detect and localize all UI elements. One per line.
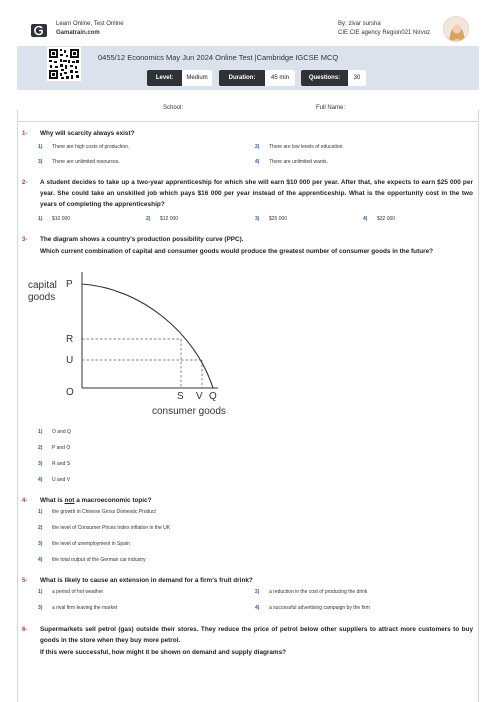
option-number[interactable]: 1)	[38, 509, 43, 515]
duration-label: Duration:	[219, 70, 265, 86]
option-number[interactable]: 1)	[38, 216, 43, 222]
question-text-pre: What is	[40, 497, 65, 504]
option-text[interactable]: $25 000	[269, 216, 288, 222]
brand-site[interactable]: Gamatrain.com	[56, 30, 100, 36]
option-text[interactable]: There are unlimited wants.	[269, 159, 328, 165]
author-agency: CIE CIE agency Region021 Nirvoz	[338, 30, 431, 36]
avatar	[443, 16, 469, 42]
option-text[interactable]: P and O	[52, 445, 71, 451]
level-label: Level:	[147, 70, 182, 86]
option-number[interactable]: 3)	[38, 159, 43, 165]
avatar-portrait-icon	[444, 17, 469, 42]
option-text[interactable]: There are high costs of production.	[52, 144, 130, 150]
option-text[interactable]: the growth in Chinese Gross Domestic Product	[52, 509, 156, 515]
point-label-r: R	[66, 334, 74, 345]
question-text: A student decides to take up a two-year apprenticeship for which she will earn $10 000 per year. After that, she expects to earn $25 000 per year. She could take an unskilled job which pays $16 000 per year instead of the apprenticeship. What is the opportunity cost in the two years of completing the apprenticeship?	[40, 179, 473, 208]
option-text[interactable]: the total output of the German car industry	[52, 557, 146, 563]
gamatrain-logo-icon	[31, 24, 47, 37]
questions-label: Questions:	[301, 70, 348, 86]
level-value: Medium	[182, 70, 212, 86]
author-name: By: zivar sursha	[338, 21, 381, 27]
questions-value: 30	[348, 70, 366, 86]
option-text[interactable]: a period of hot weather	[52, 589, 104, 595]
question-number: 2-	[22, 180, 28, 186]
option-number[interactable]: 1)	[38, 144, 43, 150]
question-text-post: a macroeconomic topic?	[74, 497, 152, 504]
option-number[interactable]: 4)	[38, 557, 43, 563]
option-text[interactable]: $12 000	[160, 216, 179, 222]
point-label-q: Q	[209, 391, 217, 402]
test-title: 0455/12 Economics May Jun 2024 Online Test |Cambridge IGCSE MCQ	[98, 53, 339, 62]
option-number[interactable]: 3)	[38, 605, 43, 611]
option-number[interactable]: 3)	[38, 461, 43, 467]
option-number[interactable]: 2)	[38, 525, 43, 531]
point-label-u: U	[66, 355, 74, 366]
y-axis-label-1: capital	[28, 280, 57, 291]
option-text[interactable]: a reduction in the cost of producing the drink	[269, 589, 368, 595]
question-text	[40, 495, 470, 506]
option-number[interactable]: 1)	[38, 429, 43, 435]
option-number[interactable]: 1)	[38, 589, 43, 595]
y-axis-label-2: goods	[28, 292, 56, 303]
option-number[interactable]: 2)	[38, 445, 43, 451]
point-label-p: P	[66, 279, 73, 290]
option-number[interactable]: 3)	[38, 541, 43, 547]
question-text-line2: If this were successful, how might it be shown on demand and supply diagrams?	[40, 649, 287, 656]
option-number[interactable]: 4)	[255, 605, 260, 611]
option-number[interactable]: 4)	[363, 216, 368, 222]
point-label-v: V	[196, 391, 203, 402]
option-number[interactable]: 3)	[255, 216, 260, 222]
option-text[interactable]: the level of Consumer Prices Index inflation in the UK	[52, 525, 171, 531]
option-text[interactable]: $10 000	[52, 216, 71, 222]
question-text-underlined: not	[64, 497, 75, 504]
x-axis-label: consumer goods	[152, 406, 226, 417]
question-number: 6-	[22, 627, 28, 633]
option-text[interactable]: a rival firm leaving the market	[52, 605, 118, 611]
option-text[interactable]: U and V	[52, 477, 71, 483]
option-text[interactable]: O and Q	[52, 429, 71, 435]
question-text-line1: The diagram shows a country's production possibility curve (PPC).	[40, 236, 244, 243]
option-number[interactable]: 2)	[255, 144, 260, 150]
duration-value: 45 min	[265, 70, 295, 86]
header-divider	[17, 121, 479, 122]
question-number: 1-	[22, 131, 28, 137]
question-text: Supermarkets sell petrol (gas) outside their stores. They reduce the price of petrol below other suppliers to attract more customers to buy goods in the store when they buy more petrol.	[40, 626, 473, 644]
option-text[interactable]: the level of unemployment in Spain	[52, 541, 130, 547]
ppc-curve	[82, 284, 213, 388]
question-text: Why will scarcity always exist?	[40, 130, 135, 137]
point-label-o: O	[66, 387, 74, 398]
qr-code-icon	[47, 47, 81, 81]
option-text[interactable]: There are low levels of education.	[269, 144, 344, 150]
question-text-line2: Which current combination of capital and consumer goods would produce the greatest number of consumer goods in the future?	[40, 248, 434, 255]
option-number[interactable]: 2)	[255, 589, 260, 595]
question-text: What is likely to cause an extension in demand for a firm's fruit drink?	[40, 577, 253, 584]
ppc-diagram	[20, 262, 250, 422]
option-number[interactable]: 2)	[146, 216, 151, 222]
question-number: 5-	[22, 578, 28, 584]
option-number[interactable]: 4)	[38, 477, 43, 483]
option-text[interactable]: a successful advertising campaign by the firm	[269, 605, 370, 611]
question-number: 4-	[22, 498, 28, 504]
brand-tagline: Learn Online, Test Online	[56, 21, 124, 27]
option-text[interactable]: R and S	[52, 461, 71, 467]
option-text[interactable]: There are unlimited resources.	[52, 159, 120, 165]
option-number[interactable]: 4)	[255, 159, 260, 165]
full-name-field-label: Full Name:	[316, 105, 346, 111]
question-number: 3-	[22, 237, 28, 243]
school-field-label: School:	[163, 105, 184, 111]
option-text[interactable]: $32 000	[377, 216, 396, 222]
point-label-s: S	[177, 391, 184, 402]
